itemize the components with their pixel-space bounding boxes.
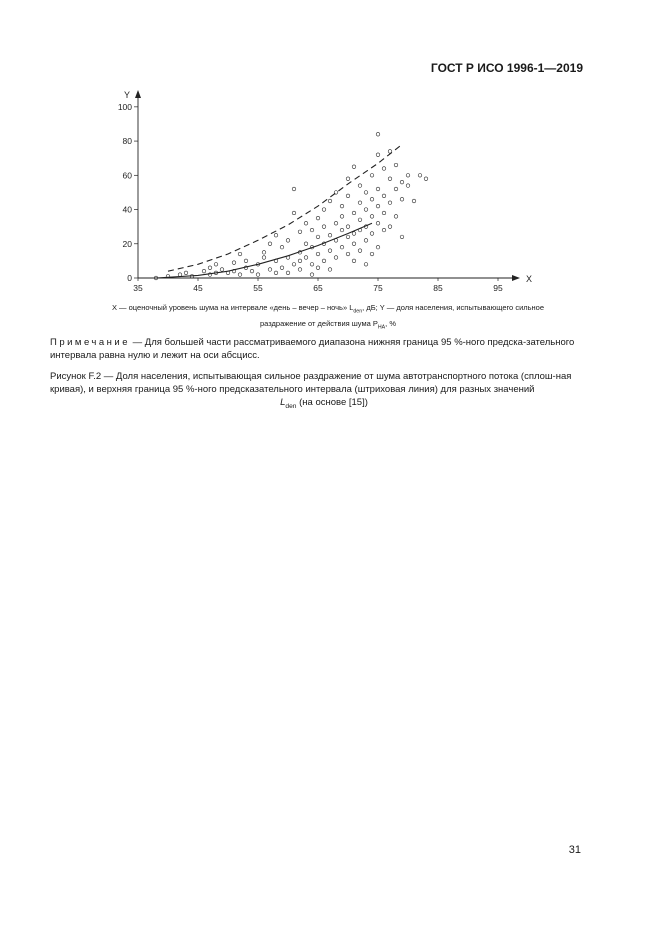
data-point xyxy=(406,184,410,188)
data-point xyxy=(358,249,362,253)
data-point xyxy=(298,230,302,234)
data-point xyxy=(358,184,362,188)
data-point xyxy=(340,204,344,208)
data-point xyxy=(280,245,284,249)
data-point xyxy=(376,245,380,249)
data-point xyxy=(400,180,404,184)
data-point xyxy=(352,259,356,263)
data-point xyxy=(370,252,374,256)
data-point xyxy=(292,187,296,191)
y-tick-label: 80 xyxy=(122,136,132,147)
data-point xyxy=(370,174,374,178)
data-point xyxy=(388,225,392,229)
figure-caption xyxy=(50,370,598,413)
data-point xyxy=(400,235,404,239)
axis-caption-sub2: HA xyxy=(377,324,386,330)
figure-caption-tail: (на основе [15]) xyxy=(296,397,368,408)
x-tick-label: 95 xyxy=(493,283,503,293)
data-point xyxy=(394,163,398,167)
y-tick-label: 100 xyxy=(117,101,132,112)
data-point xyxy=(376,153,380,157)
data-point xyxy=(346,235,350,239)
data-point xyxy=(292,263,296,267)
data-point xyxy=(406,174,410,178)
data-point xyxy=(316,266,320,270)
data-point xyxy=(376,132,380,136)
y-tick-label: 20 xyxy=(122,238,132,249)
note-paragraph xyxy=(50,336,598,362)
x-tick-label: 35 xyxy=(133,283,143,293)
x-tick-label: 75 xyxy=(373,283,383,293)
data-point xyxy=(370,232,374,236)
data-point xyxy=(328,249,332,253)
data-point xyxy=(382,228,386,232)
data-point xyxy=(346,194,350,198)
scatter-chart xyxy=(110,88,533,303)
data-point xyxy=(232,261,236,265)
x-axis-arrow xyxy=(512,275,520,281)
y-tick-label: 0 xyxy=(127,273,132,283)
y-tick-label: 40 xyxy=(122,204,132,215)
axis-caption-sub1: den xyxy=(353,308,363,315)
data-point xyxy=(364,191,368,195)
data-point xyxy=(394,187,398,191)
y-tick-label: 60 xyxy=(122,170,132,181)
data-point xyxy=(316,252,320,256)
data-point xyxy=(340,228,344,232)
data-point xyxy=(310,263,314,267)
data-point xyxy=(376,221,380,225)
data-point xyxy=(424,177,428,181)
data-point xyxy=(400,197,404,201)
data-point xyxy=(370,197,374,201)
page-number: 31 xyxy=(568,844,581,856)
data-point xyxy=(256,273,260,277)
data-point xyxy=(334,256,338,260)
data-point xyxy=(334,221,338,225)
data-point xyxy=(322,208,326,212)
axes-caption xyxy=(58,302,598,333)
data-point xyxy=(316,216,320,220)
data-point xyxy=(382,167,386,171)
data-point xyxy=(250,269,254,273)
y-axis-label: Y xyxy=(124,90,131,100)
data-point xyxy=(358,218,362,222)
data-point xyxy=(286,239,290,243)
data-point xyxy=(310,228,314,232)
x-tick-label: 45 xyxy=(193,283,203,293)
note-text: — Для большей части рассматриваемого диапазона нижняя граница 95 %-ного предска-зательного интервала равна нулю и лежит на оси абсцисс. xyxy=(50,337,575,361)
data-point xyxy=(268,242,272,246)
data-point xyxy=(382,194,386,198)
data-point xyxy=(244,259,248,263)
data-point xyxy=(304,256,308,260)
data-point xyxy=(286,271,290,275)
data-point xyxy=(418,174,422,178)
data-point xyxy=(328,268,332,272)
data-point xyxy=(328,233,332,237)
data-point xyxy=(184,271,188,275)
x-tick-label: 65 xyxy=(313,283,323,293)
data-point xyxy=(322,225,326,229)
data-point xyxy=(262,256,266,260)
x-axis-label: X xyxy=(526,274,533,284)
data-point xyxy=(310,273,314,277)
data-point xyxy=(280,266,284,270)
data-point xyxy=(340,215,344,219)
data-point xyxy=(268,268,272,272)
figure-caption-text: Рисунок F.2 — Доля населения, испытывающая сильное раздражение от шума автотранспортного потока (сплош-ная кривая), и верхняя граница 95 %-ного предсказательного интервала (штриховая линия) для разных значений xyxy=(50,371,572,395)
data-point xyxy=(376,204,380,208)
data-point xyxy=(262,251,266,255)
data-point xyxy=(340,245,344,249)
data-point xyxy=(220,268,224,272)
data-point xyxy=(358,201,362,205)
data-point xyxy=(238,252,242,256)
axis-caption-line1-rest: , дБ; Y — доля населения, испытывающего сильное xyxy=(362,303,545,312)
data-point xyxy=(274,271,278,275)
x-tick-label: 85 xyxy=(433,283,443,293)
document-header: ГОСТ Р ИСО 1996-1—2019 xyxy=(430,61,583,75)
data-point xyxy=(322,259,326,263)
data-point xyxy=(208,266,212,270)
data-point xyxy=(304,242,308,246)
data-point xyxy=(412,199,416,203)
data-point xyxy=(388,177,392,181)
data-point xyxy=(304,221,308,225)
data-point xyxy=(178,273,182,277)
data-point xyxy=(238,273,242,277)
data-point xyxy=(352,211,356,215)
figure-caption-sub: den xyxy=(285,402,297,410)
data-point xyxy=(298,259,302,263)
data-point xyxy=(352,232,356,236)
data-point xyxy=(346,225,350,229)
axis-caption-line1: X — оценочный уровень шума на интервале «день – вечер – ночь» L xyxy=(111,303,354,312)
axis-caption-line2-rest: , % xyxy=(385,318,397,328)
data-point xyxy=(364,208,368,212)
data-point xyxy=(370,215,374,219)
data-point xyxy=(202,269,206,273)
data-point xyxy=(394,215,398,219)
data-point xyxy=(316,235,320,239)
data-point xyxy=(376,187,380,191)
data-point xyxy=(346,252,350,256)
data-point xyxy=(352,165,356,169)
data-point xyxy=(388,201,392,205)
figure-caption-var: L xyxy=(280,397,286,408)
data-point xyxy=(364,239,368,243)
data-point xyxy=(292,211,296,215)
data-point xyxy=(352,242,356,246)
note-label: Примечание xyxy=(50,337,130,348)
data-point xyxy=(346,177,350,181)
data-point xyxy=(364,263,368,267)
data-point xyxy=(214,263,218,267)
data-point xyxy=(274,233,278,237)
data-point xyxy=(382,211,386,215)
data-point xyxy=(298,268,302,272)
x-tick-label: 55 xyxy=(253,283,263,293)
data-point xyxy=(328,199,332,203)
y-axis-arrow xyxy=(135,90,141,98)
axis-caption-line2: раздражение от действия шума P xyxy=(259,318,378,328)
